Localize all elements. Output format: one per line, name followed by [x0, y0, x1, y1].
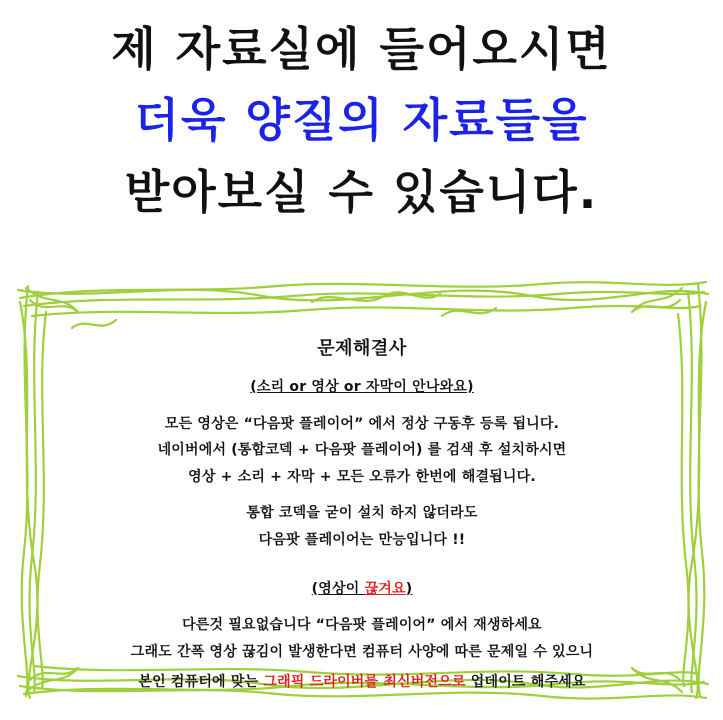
section2-last-line-part1: 본인 컴퓨터에 맞는 — [138, 674, 264, 691]
section1-emphasis-1: 통합 코덱을 굳이 설치 하지 않더라도 — [246, 505, 478, 522]
headline-block — [0, 14, 723, 228]
headline-line-2: 더욱 양질의 자료들을 — [134, 93, 589, 148]
section2-last-line-emphasis: 그래픽 드라이버를 최신버전으로 — [263, 674, 466, 691]
headline-line-3: 받아보실 수 있습니다. — [124, 164, 599, 219]
section2-last-line — [12, 669, 712, 696]
section1-line-3: 영상 + 소리 + 자막 + 모든 오류가 한번에 해결됩니다. — [188, 468, 536, 485]
headline-line-1: 제 자료실에 들어오시면 — [111, 22, 612, 76]
section2-last-line-part3: 업데이트 해주세요 — [465, 674, 586, 691]
section2-question — [12, 576, 712, 603]
section-title: 문제해결사 — [317, 338, 407, 359]
section1-line-1: 모든 영상은 “다음팟 플레이어” 에서 정상 구동후 등록 됩니다. — [164, 415, 560, 432]
section2-question-emphasis: 끊겨요 — [364, 580, 406, 597]
section2-question-prefix: (영상이 — [311, 580, 365, 597]
content-block — [12, 272, 712, 706]
section2-question-suffix: ) — [405, 580, 413, 597]
section2-line-1: 다른것 필요없습니다 “다음팟 플레이어” 에서 재생하세요 — [182, 617, 542, 634]
section1-question: (소리 or 영상 or 자막이 안나와요) — [250, 379, 474, 395]
section1-line-2: 네이버에서 (통합코덱 + 다음팟 플레이어) 를 검색 후 설치하시면 — [157, 442, 567, 459]
section1-emphasis-2: 다음팟 플레이어는 만능입니다 !! — [258, 531, 466, 548]
section2-line-2: 그래도 간폭 영상 끊김이 발생한다면 컴퓨터 사양에 따른 문제일 수 있으니 — [130, 643, 594, 660]
